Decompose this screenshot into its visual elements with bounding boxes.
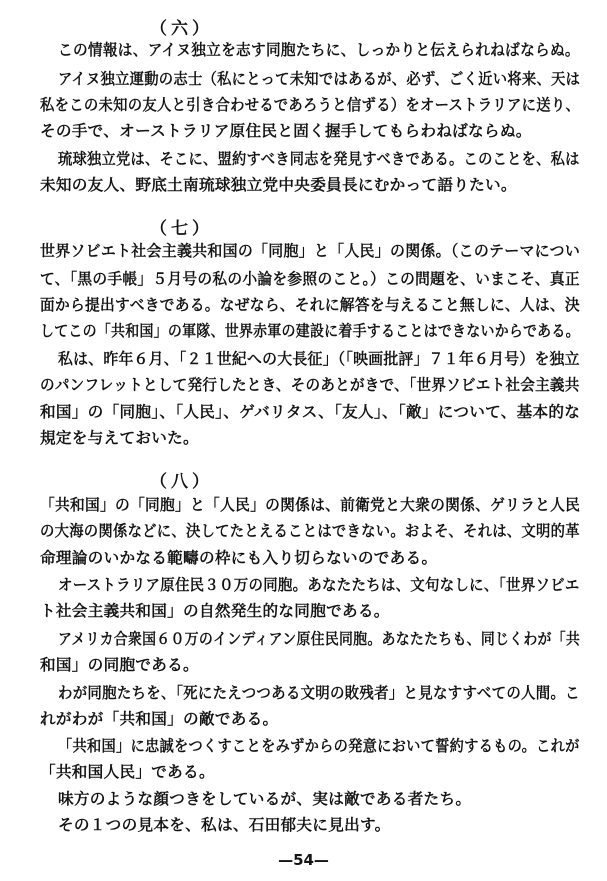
- paragraph-line: 規定を与えておいた。: [40, 429, 199, 447]
- section-heading-7: （七）: [150, 219, 213, 239]
- paragraph-line: 私をこの未知の友人と引き合わせるであろうと信ずる）をオーストラリアに送り、: [40, 96, 581, 114]
- paragraph-line: 私は、昨年６月、「２１世紀への大長征」（「映画批評」７１年６月号）を独立: [58, 350, 580, 368]
- paragraph-line: 命理論のいかなる範疇の枠にも入り切らないのである。: [40, 549, 438, 567]
- paragraph-line: れがわが「共和国」の敵である。: [40, 710, 279, 728]
- paragraph-line: オーストラリア原住民３０万の同胞。あなたたちは、文句なしに、「世界ソビエ: [58, 576, 580, 594]
- paragraph-line: アイヌ独立運動の志士（私にとって未知ではあるが、必ず、ごく近い将来、天は: [58, 70, 581, 88]
- section-heading-6: （六）: [150, 19, 213, 39]
- paragraph-line: 面から提出すべきである。なぜなら、それに解答を与えること無しに、人は、決: [40, 296, 580, 314]
- paragraph-line: してこの「共和国」の軍隊、世界赤軍の建設に着手することはできないからである。: [40, 322, 580, 340]
- paragraph-line: の大海の関係などに、決してたとえることはできない。およそ、それは、文明的革: [40, 522, 580, 540]
- paragraph-line: 「共和国」の「同胞」と「人民」の関係は、前衛党と大衆の関係、ゲリラと人民: [40, 496, 581, 514]
- paragraph-line: 「共和国」に忠誠をつくすことをみずからの発意において誓約するもの。これが: [58, 737, 580, 755]
- paragraph-line: 世界ソビエト社会主義共和国の「同胞」と「人民」の関係。（このテーマについ: [40, 242, 581, 260]
- page-number: —54—: [278, 851, 329, 869]
- paragraph-line: て、「黒の手帳」５月号の私の小論を参照のこと。）この問題を、いまこそ、真正: [40, 270, 580, 288]
- paragraph-line: 琉球独立党は、そこに、盟約すべき同志を発見すべきである。このことを、私は: [58, 150, 580, 168]
- paragraph-line: 和国」の同胞である。: [40, 656, 199, 674]
- paragraph-line: ト社会主義共和国」の自然発生的な同胞である。: [40, 602, 390, 620]
- paragraph-line: その１つの見本を、私は、石田郁夫に見出す。: [58, 816, 391, 834]
- paragraph-line: 未知の友人、野底土南琉球独立党中央委員長にむかって語りたい。: [40, 176, 517, 194]
- paragraph-line: 「共和国人民」である。: [40, 763, 215, 781]
- paragraph-line: この情報は、アイヌ独立を志す同胞たちに、しっかりと伝えられねばならぬ。: [58, 41, 580, 59]
- paragraph-line: 味方のような顔つきをしているが、実は敵である者たち。: [58, 790, 472, 808]
- paragraph-line: のパンフレットとして発行したとき、そのあとがきで、「世界ソビエト社会主義共: [40, 376, 580, 394]
- paragraph-line: わが同胞たちを、「死にたえつつある文明の敗残者」と見なすすべての人間。こ: [58, 684, 580, 702]
- paragraph-line: アメリカ合衆国６０万のインディアン原住民同胞。あなたたちも、同じくわが「共: [58, 630, 581, 648]
- paragraph-line: その手で、オーストラリア原住民と固く握手してもらわねばならぬ。: [40, 122, 532, 140]
- paragraph-line: 和国」の「同胞」、「人民」、ゲバリタス、「友人」、「敵」について、基本的な: [40, 403, 581, 421]
- section-heading-8: （八）: [150, 472, 213, 492]
